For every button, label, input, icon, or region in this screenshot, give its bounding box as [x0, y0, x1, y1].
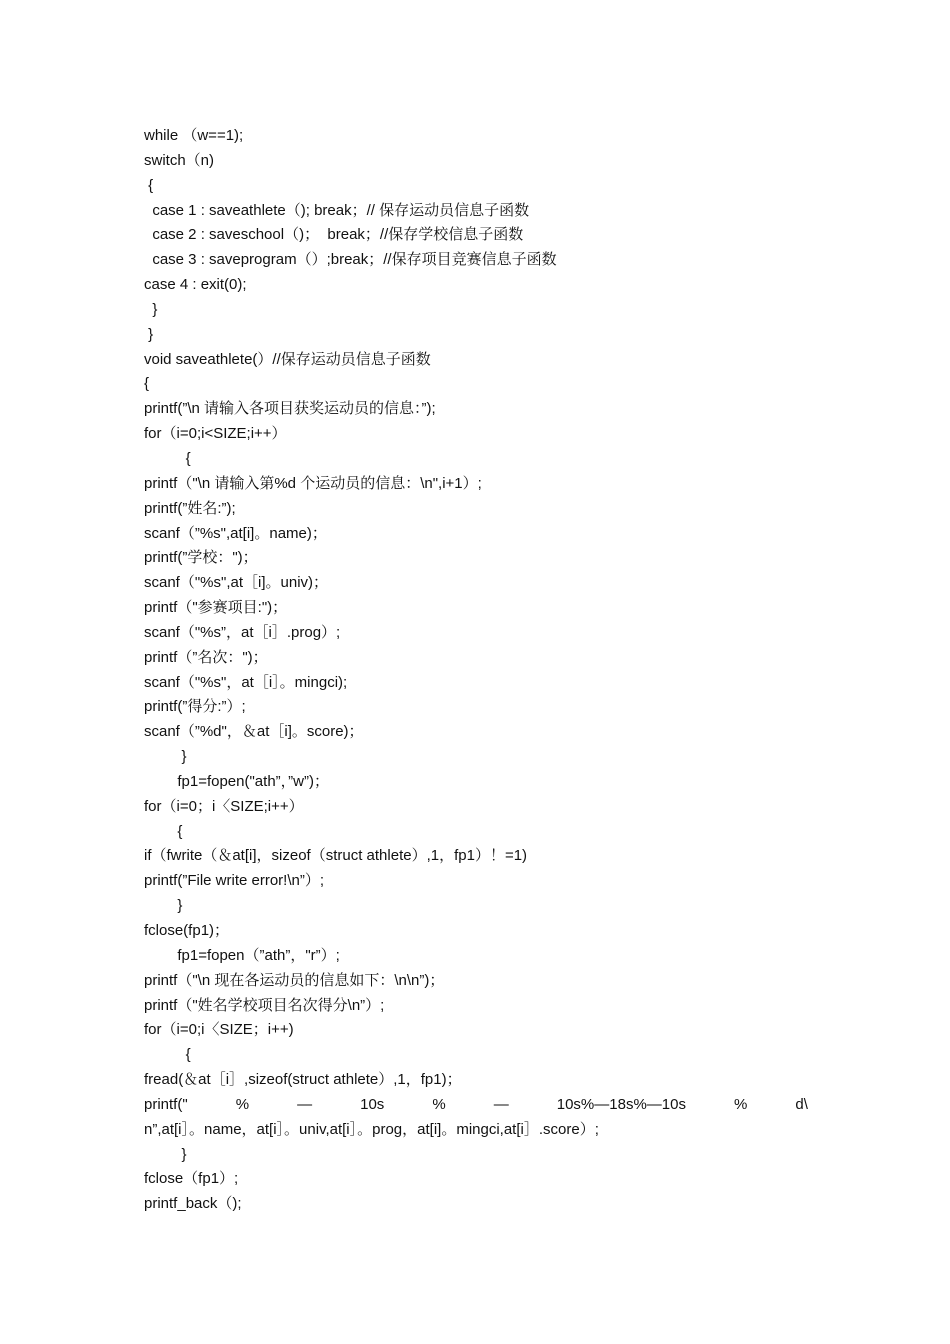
code-line: { — [144, 822, 183, 840]
code-listing — [144, 124, 808, 1217]
code-token: % — [235, 1095, 250, 1113]
code-line: n”,at[i］。name，at[i］。univ,at[i］。prog，at[i]。mingci,at[i］.score）; — [144, 1120, 599, 1138]
code-line: { — [144, 375, 150, 393]
code-line: fp1=fopen（”ath”，"r”）; — [144, 946, 340, 964]
code-line: printf(”姓名:”); — [144, 499, 236, 517]
code-line: if（fwrite（＆at[i]，sizeof（struct athlete）,1，fp1）！=1) — [144, 847, 528, 865]
code-line: for（i=0;i<SIZE;i++） — [144, 425, 287, 443]
code-line: case 2 : saveschool（)； break；//保存学校信息子函数 — [144, 226, 524, 244]
code-line: printf（”名次：")； — [144, 648, 268, 666]
code-line: } — [144, 1145, 187, 1163]
code-line: printf(”\n 请输入各项目获奖运动员的信息：”); — [144, 400, 436, 418]
code-token: printf(" — [144, 1095, 188, 1113]
code-line: case 3 : saveprogram（）;break；//保存项目竞赛信息子函数 — [144, 251, 557, 269]
code-token: % — [734, 1095, 748, 1113]
code-line: fp1=fopen("ath”，”w”)； — [144, 772, 329, 790]
code-line: { — [144, 1046, 191, 1064]
code-line: switch（n) — [144, 151, 215, 169]
code-line: while （w==1); — [144, 127, 244, 144]
code-line: { — [144, 176, 154, 194]
code-line: fread(＆at［i］,sizeof(struct athlete）,1，fp1)； — [144, 1071, 462, 1089]
code-line: { — [144, 449, 191, 467]
code-line: case 1 : saveathlete（); break；// 保存运动员信息子函数 — [144, 201, 530, 219]
code-line: printf（"\n 请输入第%d 个运动员的信息：\n",i+1）; — [144, 474, 482, 492]
code-token: 10s%—18s%—10s — [556, 1095, 686, 1113]
code-line: void saveathlete(）//保存运动员信息子函数 — [144, 350, 431, 368]
code-token: d\ — [795, 1095, 808, 1113]
code-line: printf（"\n 现在各运动员的信息如下：\n\n”)； — [144, 971, 445, 989]
code-line: printf(”File write error!\n”）; — [144, 872, 325, 890]
code-line: printf_back（); — [144, 1195, 242, 1213]
code-line: } — [144, 300, 158, 318]
code-line: scanf（"%s"，at［i］。mingci); — [144, 673, 348, 691]
code-token: 10s — [360, 1095, 385, 1113]
code-line: printf(”学校：")； — [144, 549, 258, 567]
code-line: scanf（"%s”，at［i］.prog）; — [144, 623, 341, 641]
code-line: for（i=0；i〈SIZE;i++） — [144, 797, 304, 815]
code-token: — — [493, 1095, 509, 1113]
code-line: printf(”得分:”）; — [144, 698, 246, 716]
code-line: case 4 : exit(0); — [144, 276, 247, 294]
code-line: scanf（"%s",at［i]。univ)； — [144, 574, 329, 592]
code-line: } — [144, 897, 183, 915]
code-line: for（i=0;i〈SIZE；i++) — [144, 1021, 294, 1039]
code-line: } — [144, 748, 187, 766]
code-line-justified — [144, 1093, 808, 1118]
code-line: scanf（”%s",at[i]。name)； — [144, 524, 327, 542]
code-line: } — [144, 325, 154, 343]
code-token: — — [297, 1095, 313, 1113]
code-line: printf（"姓名学校项目名次得分\n”）; — [144, 996, 385, 1014]
code-token: % — [432, 1095, 446, 1113]
code-line: printf（"参赛项目:")； — [144, 599, 288, 617]
code-line: fclose（fp1）; — [144, 1170, 239, 1188]
code-line: scanf（”%d"，＆at［i]。score)； — [144, 723, 364, 741]
code-line: fclose(fp1)； — [144, 922, 230, 939]
